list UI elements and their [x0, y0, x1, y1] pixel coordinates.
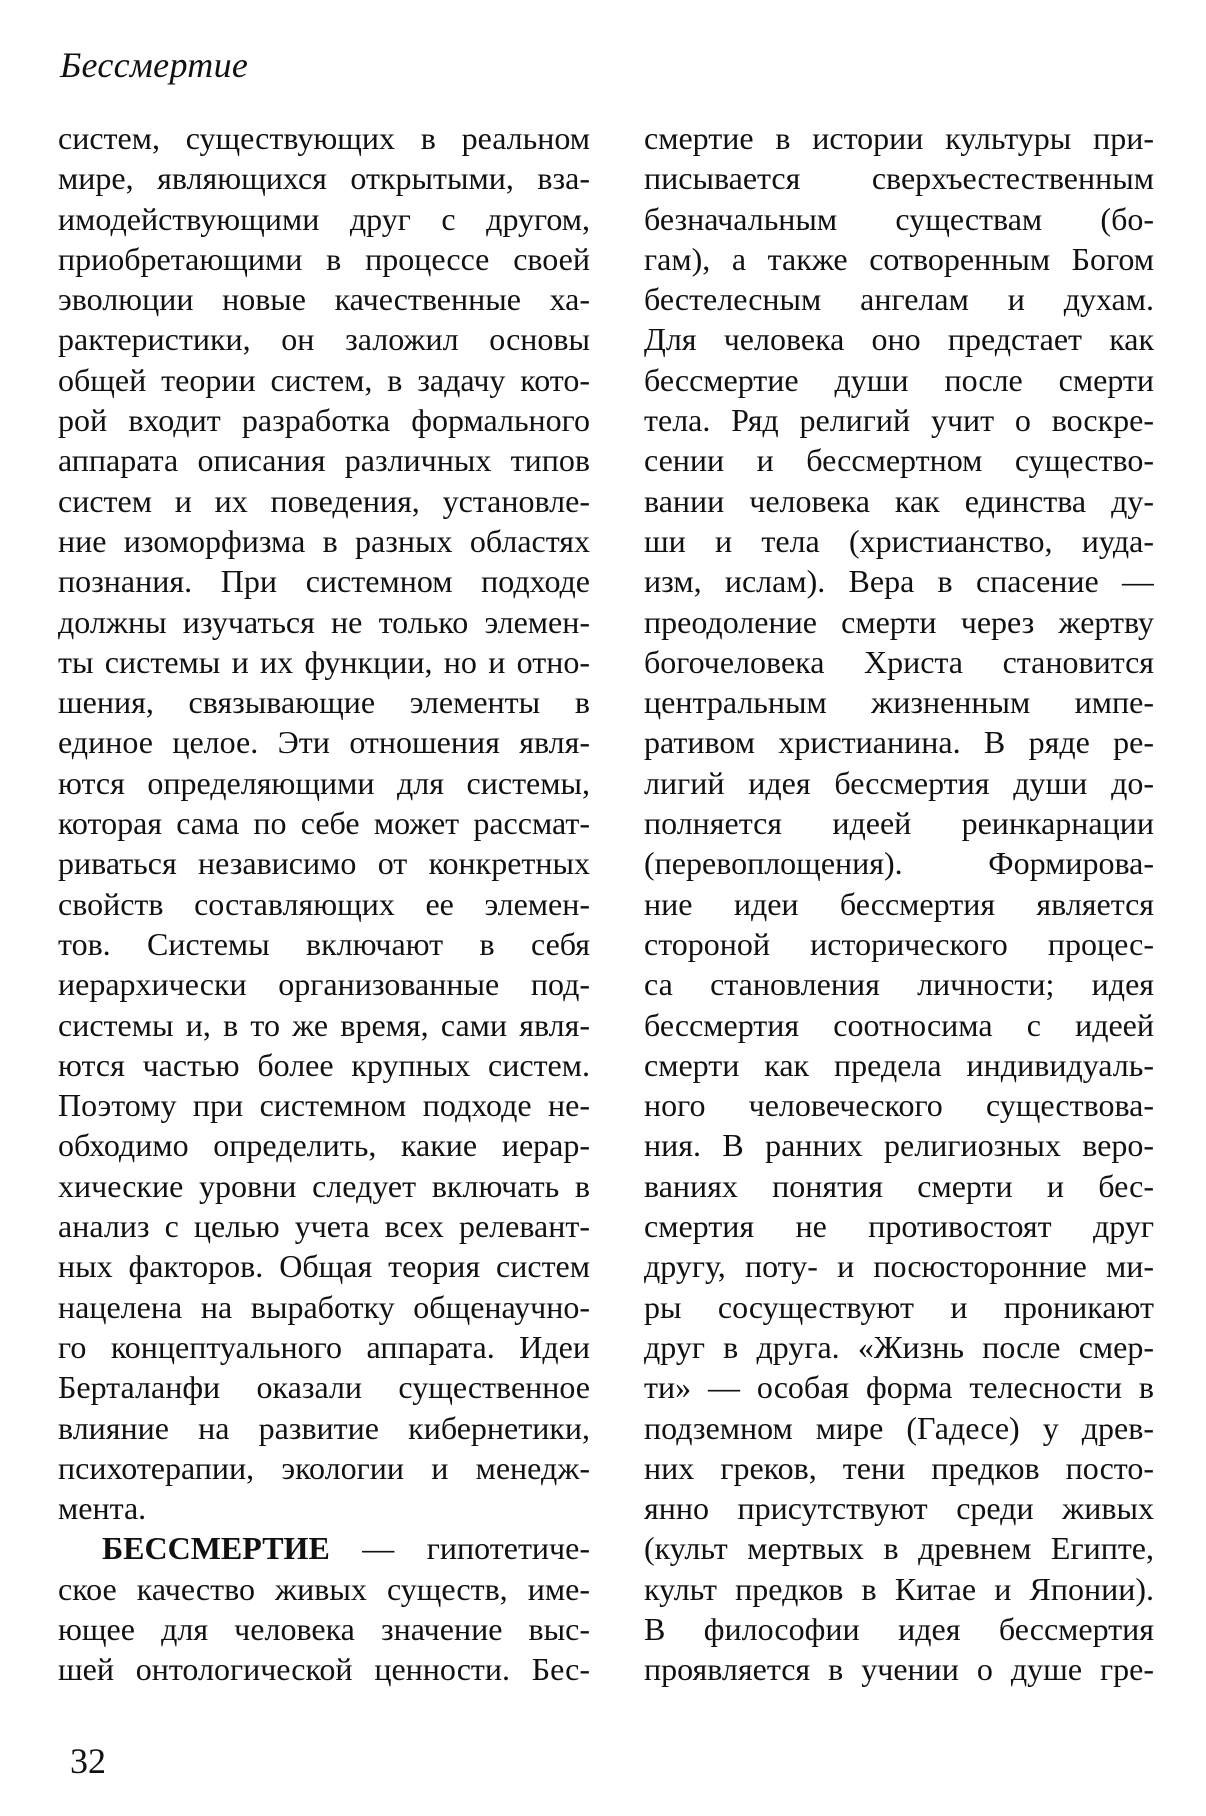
- text-line: проявляется в учении о душе гре-: [644, 1651, 1154, 1688]
- text-line: стороной исторического процес-: [644, 925, 1154, 962]
- text-line: приобретающими в процессе своей: [58, 240, 590, 277]
- text-line: центральным жизненным импе-: [644, 684, 1154, 721]
- page-number: 32: [70, 1741, 106, 1781]
- text-line: свойств составляющих ее элемен-: [58, 885, 590, 922]
- text-line: познания. При системном подходе: [58, 563, 590, 600]
- text-line: риваться независимо от конкретных: [58, 845, 590, 882]
- text-line: тела. Ряд религий учит о воскре-: [644, 402, 1154, 439]
- text-line: Для человека оно предстает как: [644, 321, 1154, 358]
- text-line: вании человека как единства ду-: [644, 482, 1154, 519]
- text-line: смерти как предела индивидуаль-: [644, 1046, 1154, 1083]
- text-line: ного человеческого существова-: [644, 1087, 1154, 1124]
- text-line: ных факторов. Общая теория систем: [58, 1248, 590, 1285]
- text-line: сении и бессмертном существо-: [644, 442, 1154, 479]
- text-line: мента.: [58, 1490, 147, 1527]
- text-line: ское качество живых существ, име-: [58, 1570, 590, 1607]
- text-line: смертие в истории культуры при-: [644, 120, 1154, 156]
- text-line: друг в друга. «Жизнь после смер-: [644, 1328, 1154, 1365]
- text-line: В философии идея бессмертия: [644, 1610, 1154, 1647]
- text-line: ние изоморфизма в разных областях: [58, 522, 590, 559]
- text-line: ются частью более крупных систем.: [58, 1046, 590, 1083]
- text-line: общей теории систем, в задачу кото-: [58, 361, 590, 398]
- text-line: смертия не противостоят друг: [644, 1208, 1154, 1245]
- text-line: шей онтологической ценности. Бес-: [58, 1651, 590, 1688]
- text-line: иерархически организованные под-: [58, 966, 590, 1003]
- text-line: которая сама по себе может рассмат-: [58, 805, 590, 842]
- text-line: мире, являющихся открытыми, вза-: [58, 160, 590, 197]
- text-line: культ предков в Китае и Японии).: [644, 1570, 1154, 1607]
- text-line: должны изучаться не только элемен-: [58, 603, 590, 640]
- text-line: бессмертия соотносима с идеей: [644, 1006, 1154, 1043]
- text-line: рой входит разработка формального: [58, 402, 590, 439]
- text-line: ты системы и их функции, но и отно-: [58, 643, 590, 680]
- text-line: писывается сверхъестественным: [644, 160, 1154, 197]
- text-line: рактеристики, он заложил основы: [58, 321, 590, 358]
- text-line: шения, связывающие элементы в: [58, 684, 590, 721]
- right-column: [644, 118, 1154, 1690]
- text-line: ния. В ранних религиозных веро-: [644, 1127, 1154, 1164]
- text-line: обходимо определить, какие иерар-: [58, 1127, 590, 1164]
- text-line: единое целое. Эти отношения явля-: [58, 724, 590, 761]
- text-line: ются определяющими для системы,: [58, 764, 590, 801]
- text-line: Поэтому при системном подходе не-: [58, 1087, 590, 1124]
- text-line: систем, существующих в реальном: [58, 120, 590, 156]
- text-line: преодоление смерти через жертву: [644, 603, 1154, 640]
- text-line: ние идеи бессмертия является: [644, 885, 1154, 922]
- entry-first-line-rest: — гипотетиче-: [329, 1530, 590, 1567]
- text-line: тов. Системы включают в себя: [58, 925, 590, 962]
- text-line: систем и их поведения, установле-: [58, 482, 590, 519]
- text-line: изм, ислам). Вера в спасение —: [644, 563, 1154, 600]
- text-line: ющее для человека значение выс-: [58, 1610, 590, 1647]
- text-line: подземном мире (Гадесе) у древ-: [644, 1409, 1154, 1446]
- text-line: психотерапии, экологии и менедж-: [58, 1449, 590, 1486]
- text-line: полняется идеей реинкарнации: [644, 805, 1154, 842]
- text-line: бестелесным ангелам и духам.: [644, 281, 1154, 318]
- text-line: янно присутствуют среди живых: [644, 1490, 1154, 1527]
- text-line: другу, поту- и посюсторонние ми-: [644, 1248, 1154, 1285]
- entry-term: БЕССМЕРТИЕ: [102, 1530, 330, 1567]
- text-line: лигий идея бессмертия души до-: [644, 764, 1154, 801]
- text-line: эволюции новые качественные ха-: [58, 281, 590, 318]
- text-line: ры сосуществуют и проникают: [644, 1288, 1154, 1325]
- text-line: Берталанфи оказали существенное: [58, 1369, 590, 1406]
- text-line: ративом христианина. В ряде ре-: [644, 724, 1154, 761]
- left-column: [58, 118, 590, 1690]
- text-line: бессмертие души после смерти: [644, 361, 1154, 398]
- text-line: са становления личности; идея: [644, 966, 1154, 1003]
- entry-first-line: [58, 1528, 590, 1568]
- text-line: (перевоплощения). Формирова-: [644, 845, 1154, 882]
- text-line: системы и, в то же время, сами явля-: [58, 1006, 590, 1043]
- text-line: хические уровни следует включать в: [58, 1167, 590, 1204]
- text-line: влияние на развитие кибернетики,: [58, 1409, 590, 1446]
- text-line: анализ с целью учета всех релевант-: [58, 1208, 590, 1245]
- text-line: имодействующими друг с другом,: [58, 200, 590, 237]
- text-line: (культ мертвых в древнем Египте,: [644, 1530, 1154, 1567]
- text-line: богочеловека Христа становится: [644, 643, 1154, 680]
- text-line: них греков, тени предков посто-: [644, 1449, 1154, 1486]
- text-line: ваниях понятия смерти и бес-: [644, 1167, 1154, 1204]
- running-header: Бессмертие: [60, 45, 249, 85]
- text-line: нацелена на выработку общенаучно-: [58, 1288, 590, 1325]
- text-line: го концептуального аппарата. Идеи: [58, 1328, 590, 1365]
- text-line: гам), а также сотворенным Богом: [644, 240, 1154, 277]
- text-line: аппарата описания различных типов: [58, 442, 590, 479]
- text-line: ти» — особая форма телесности в: [644, 1369, 1154, 1406]
- text-line: безначальным существам (бо-: [644, 200, 1154, 237]
- text-line: ши и тела (христианство, иуда-: [644, 522, 1154, 559]
